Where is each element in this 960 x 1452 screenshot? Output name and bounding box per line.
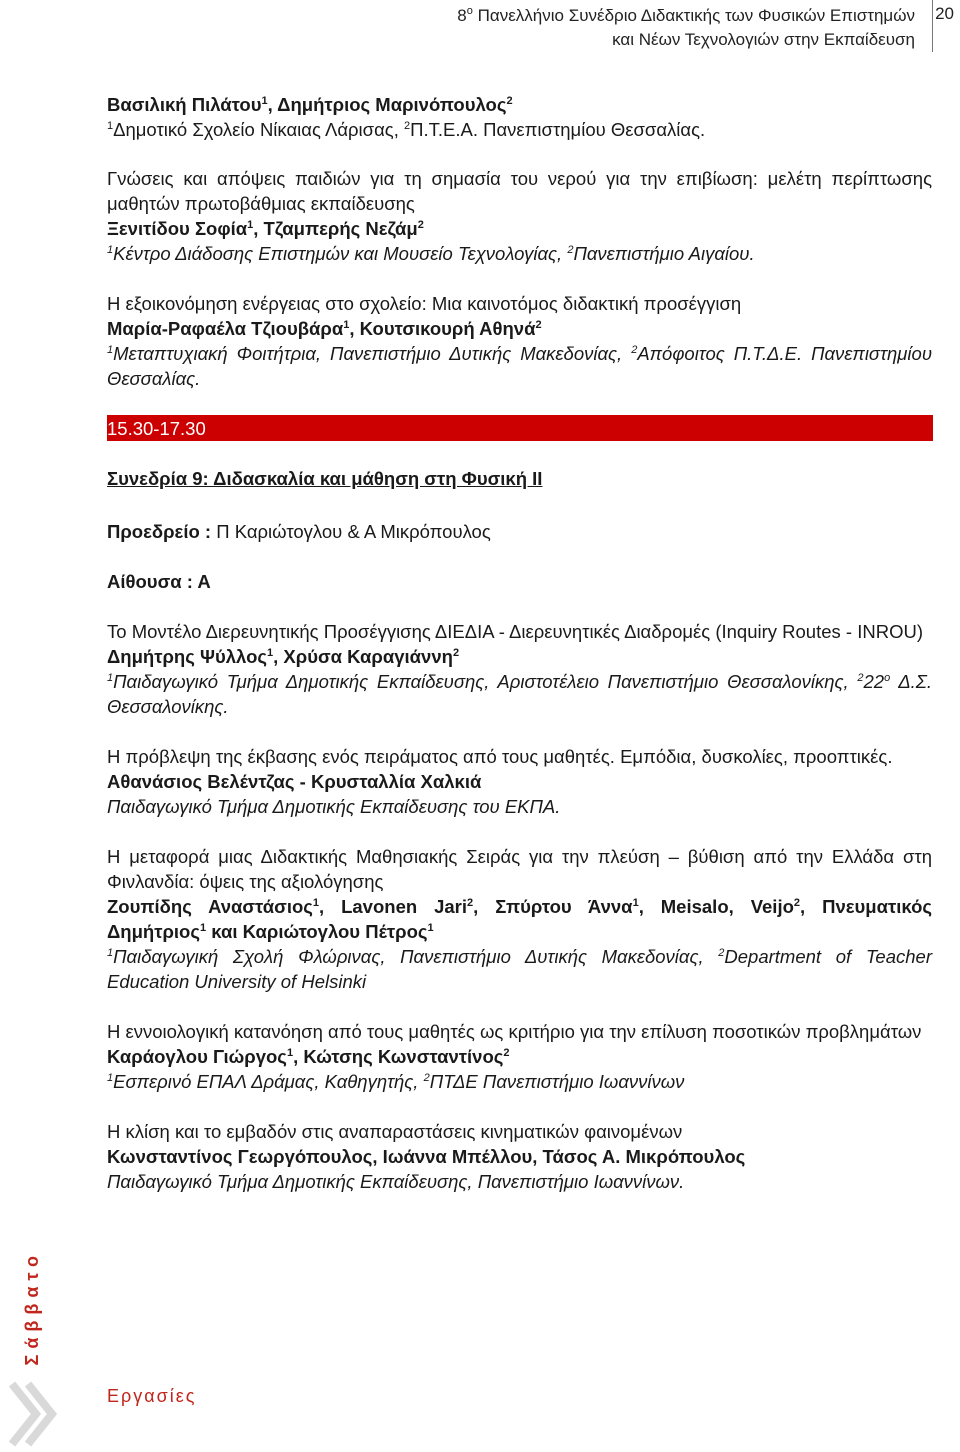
session-room: Αίθουσα : Α (107, 571, 211, 592)
paper-entry (107, 291, 932, 391)
paper-authors: Ζουπίδης Αναστάσιος$^1$, Lavonen Jari$^2$, Σπύρτου Άννα$^1$, Meisalo, Veijo$^2$, Πνευματικός Δημήτριος$^1$ και Καριώτογλου Πέτρος$^1$ (107, 896, 932, 942)
entry-affiliations: $^1$Δημοτικό Σχολείο Νίκαιας Λάρισας, $^2$Π.Τ.Ε.Α. Πανεπιστημίου Θεσσαλίας. (107, 119, 706, 140)
paper-affiliations: $^1$Εσπερινό ΕΠΑΛ Δράμας, Καθηγητής, $^2$ΠΤΔΕ Πανεπιστήμιο Ιωαννίνων (107, 1071, 685, 1092)
paper-authors: Δημήτρης Ψύλλος$^1$, Χρύσα Καραγιάννη$^2$ (107, 646, 460, 667)
paper-entry (107, 619, 932, 719)
paper-title: Η εξοικονόμηση ενέργειας στο σχολείο: Μια καινοτόμος διδακτική προσέγγιση (107, 293, 742, 314)
page-number: 20 (935, 4, 954, 23)
paper-affiliations: $^1$Παιδαγωγικό Τμήμα Δημοτικής Εκπαίδευσης, Αριστοτέλειο Πανεπιστήμιο Θεσσαλονίκης, $^222^o$ Δ.Σ. Θεσσαλονίκης. (107, 671, 932, 717)
running-header (315, 4, 915, 52)
header-divider (932, 0, 933, 52)
paper-entry (107, 1019, 932, 1094)
paper-affiliations: $^1$Μεταπτυχιακή Φοιτήτρια, Πανεπιστήμιο Δυτικής Μακεδονίας, $^2$Απόφοιτος Π.Τ.Δ.Ε. Πανεπιστημίου Θεσσαλίας. (107, 343, 932, 389)
session-title: Συνεδρία 9: Διδασκαλία και μάθηση στη Φυσική ΙΙ (107, 468, 543, 489)
entry-authors: Βασιλική Πιλάτου$^1$, Δημήτριος Μαρινόπουλος$^2$ (107, 94, 513, 115)
paper-authors: Αθανάσιος Βελέντζας - Κρυσταλλία Χαλκιά (107, 771, 482, 792)
paper-affiliations: Παιδαγωγικό Τμήμα Δημοτικής Εκπαίδευσης του ΕΚΠΑ. (107, 796, 561, 817)
paper-affiliations: $^1$Κέντρο Διάδοσης Επιστημών και Μουσείο Τεχνολογίας, $^2$Πανεπιστήμιο Αιγαίου. (107, 243, 755, 264)
session-time-bar: 15.30-17.30 (107, 415, 933, 441)
header-line-1: $8^o$ Πανελλήνιο Συνέδριο Διδακτικής των Φυσικών Επιστημών (457, 5, 915, 25)
paper-title: Η κλίση και το εμβαδόν στις αναπαραστάσεις κινηματικών φαινομένων (107, 1121, 683, 1142)
paper-entry (107, 744, 932, 819)
paper-authors: Ξενιτίδου Σοφία$^1$, Τζαμπερής Νεζάμ$^2$ (107, 218, 424, 239)
paper-authors: Καράογλου Γιώργος$^1$, Κώτσης Κωνσταντίνος$^2$ (107, 1046, 510, 1067)
paper-entry (107, 844, 932, 994)
paper-entry (107, 1119, 932, 1194)
paper-authors: Κωνσταντίνος Γεωργόπουλος, Ιωάννα Μπέλλου, Τάσος Α. Μικρόπουλος (107, 1146, 746, 1167)
session-chairs: Προεδρείο : Π Καριώτογλου & Α Μικρόπουλος (107, 521, 491, 542)
paper-title: Γνώσεις και απόψεις παιδιών για τη σημασία του νερού για την επιβίωση: μελέτη περίπτωσης μαθητών πρωτοβάθμιας εκπαίδευσης (107, 168, 932, 214)
program-content (107, 92, 932, 1194)
footer-section-label: Εργασίες (107, 1386, 197, 1406)
paper-title: Η εννοιολογική κατανόηση από τους μαθητές ως κριτήριο για την επίλυση ποσοτικών προβλημάτων (107, 1021, 922, 1042)
entry-continued (107, 92, 932, 142)
paper-affiliations: $^1$Παιδαγωγική Σχολή Φλώρινας, Πανεπιστήμιο Δυτικής Μακεδονίας, $^2$Department of Teacher Education University of Helsinki (107, 946, 932, 992)
paper-affiliations: Παιδαγωγικό Τμήμα Δημοτικής Εκπαίδευσης, Πανεπιστήμιο Ιωαννίνων. (107, 1171, 685, 1192)
chevron-decoration-icon (6, 1380, 58, 1448)
paper-entry (107, 166, 932, 266)
paper-title: Η μεταφορά μιας Διδακτικής Μαθησιακής Σειράς για την πλεύση – βύθιση από την Ελλάδα στη Φινλανδία: όψεις της αξιολόγησης (107, 846, 932, 892)
sidebar-day-label: Σάββατο (22, 1250, 42, 1366)
header-line-2: και Νέων Τεχνολογιών στην Εκπαίδευση (612, 30, 915, 49)
paper-authors: Μαρία-Ραφαέλα Τζιουβάρα$^1$, Κουτσικουρή Αθηνά$^2$ (107, 318, 542, 339)
paper-title: Η πρόβλεψη της έκβασης ενός πειράματος από τους μαθητές. Εμπόδια, δυσκολίες, προοπτικές. (107, 746, 893, 767)
paper-title: Το Μοντέλο Διερευνητικής Προσέγγισης ΔΙΕΔΙΑ - Διερευνητικές Διαδρομές (Inquiry Routes - INROU) (107, 621, 923, 642)
